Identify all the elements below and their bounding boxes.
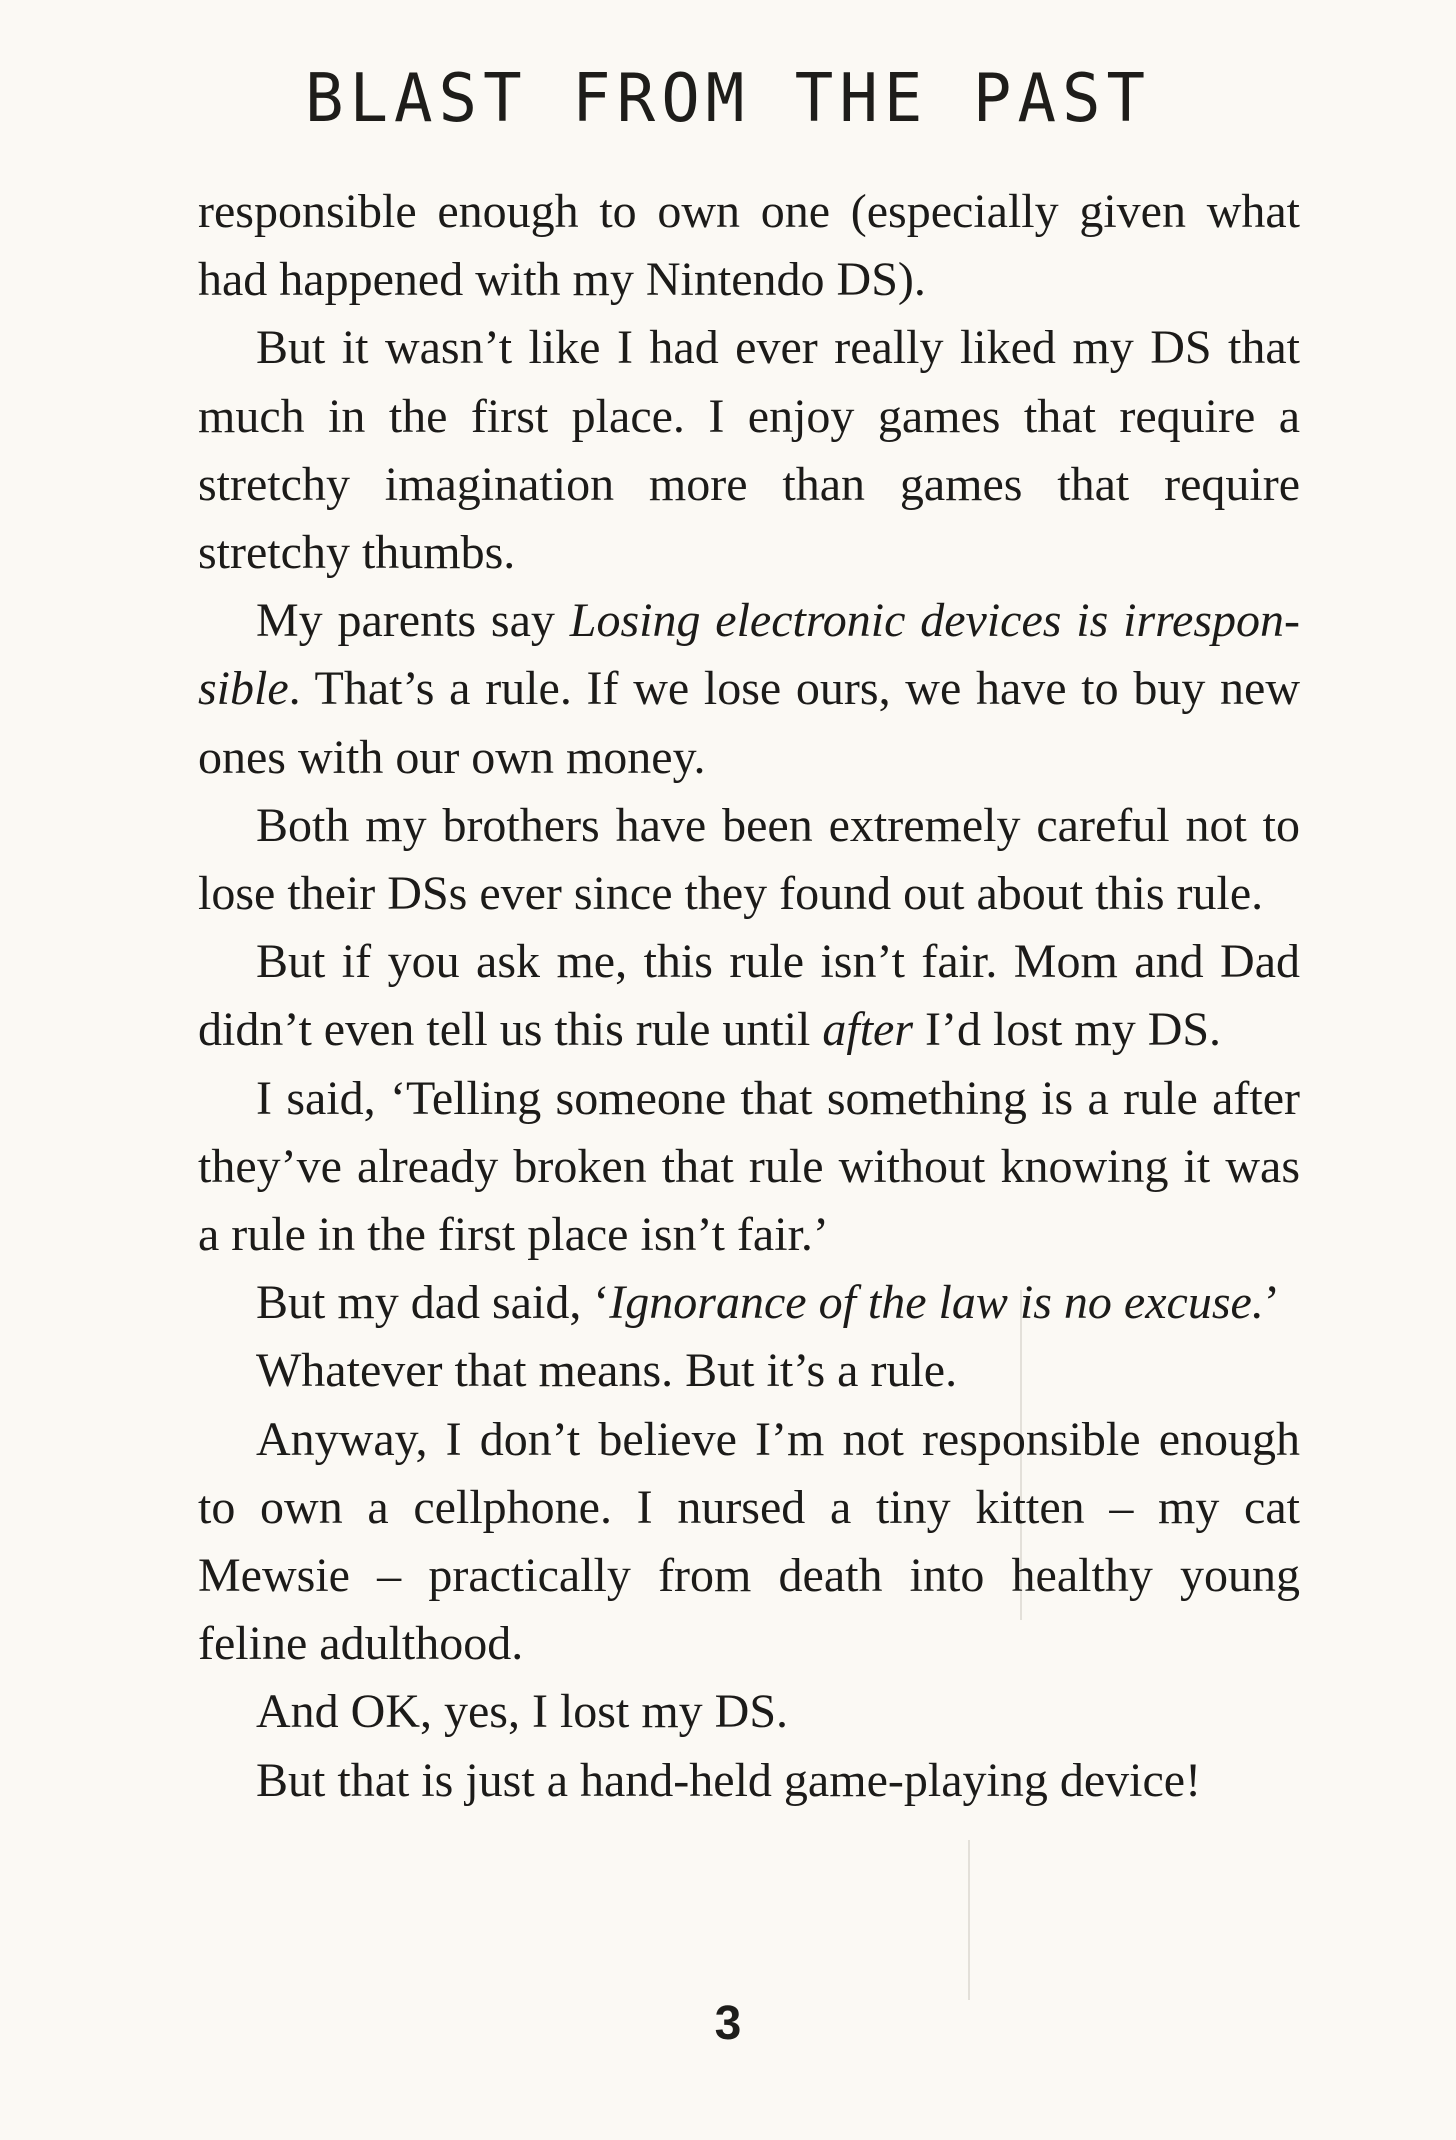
text-run: I’d lost my DS.	[913, 1003, 1222, 1057]
text-run: My parents say	[256, 594, 570, 648]
italic-text: Ignorance of the law is no excuse.	[609, 1276, 1264, 1330]
text-run: But it wasn’t like I had ever really liked my DS that much in the first place. I enjoy games that require a stretchy imagination more than games that require stretchy thumbs.	[198, 321, 1300, 580]
italic-text: Losing electronic devices is irresponsible	[198, 594, 1301, 716]
text-run: Whatever that means. But it’s a rule.	[256, 1344, 958, 1398]
text-run: Anyway, I don’t believe I’m not responsible enough to own a cellphone. I nursed a tiny kitten – my cat Mewsie – practically from death into healthy young feline adulthood.	[198, 1412, 1300, 1671]
running-head-title: BLAST FROM THE PAST	[304, 60, 1152, 138]
paragraph	[198, 1269, 1300, 1337]
text-run: But that is just a hand-held game-playing device!	[256, 1753, 1202, 1807]
text-run: responsible enough to own one (especially given what had happened with my Nintendo DS).	[198, 185, 1300, 307]
paragraph	[198, 1747, 1300, 1815]
text-run: And OK, yes, I lost my DS.	[256, 1685, 789, 1739]
paragraph	[198, 1678, 1300, 1746]
text-run: But my dad said, ‘	[256, 1276, 610, 1330]
paper-crease	[968, 1840, 970, 2000]
text-run: . That’s a rule. If we lose ours, we have to buy new ones with our own money.	[198, 662, 1300, 784]
paragraph	[198, 928, 1300, 1064]
paragraph	[198, 792, 1300, 928]
paragraph	[198, 1065, 1300, 1270]
paragraph	[198, 1406, 1300, 1679]
body-text	[198, 178, 1300, 1815]
text-run: Both my brothers have been extremely careful not to lose their DSs ever since they found out about this rule.	[198, 798, 1300, 921]
text-run: But if you ask me, this rule isn’t fair. Mom and Dad didn’t even tell us this rule until	[198, 935, 1300, 1057]
paragraph	[198, 178, 1300, 314]
paragraph	[198, 314, 1300, 587]
paragraph	[198, 1337, 1300, 1405]
text-run: I said, ‘Telling someone that something is a rule after they’ve already broken that rule without knowing it was a rule in the first place isn’t fair.’	[198, 1071, 1300, 1262]
text-run: ’	[1263, 1276, 1280, 1330]
italic-text: after	[822, 1003, 914, 1057]
paragraph	[198, 587, 1300, 792]
page-number: 3	[714, 1997, 742, 2050]
